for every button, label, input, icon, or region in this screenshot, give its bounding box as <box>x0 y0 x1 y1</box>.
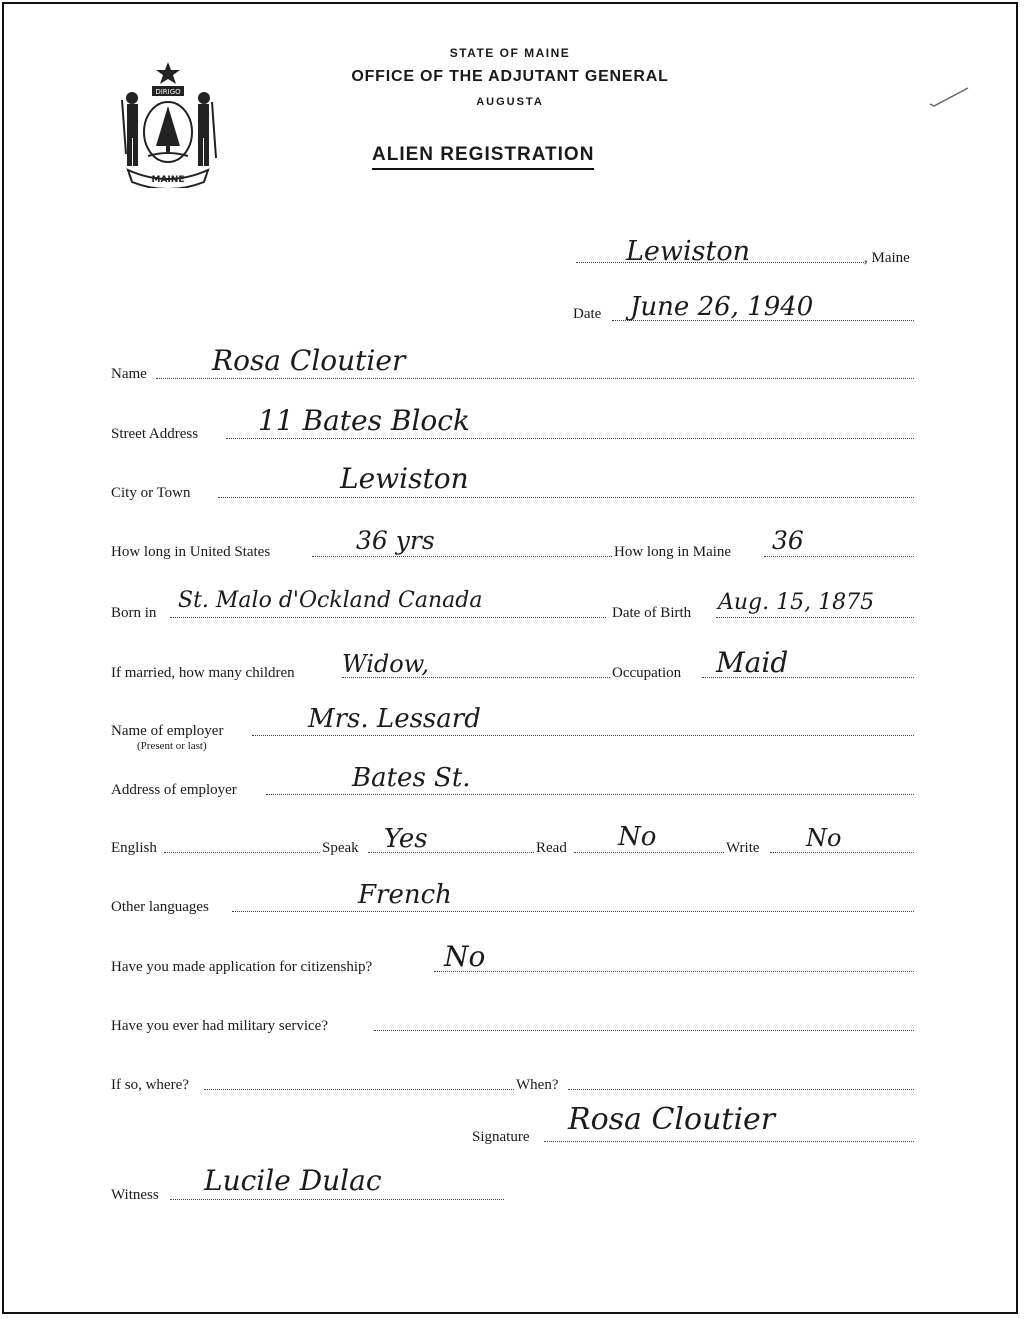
header-city: AUGUSTA <box>476 96 544 108</box>
employer-name-value: Mrs. Lessard <box>308 704 481 734</box>
employer-address-line <box>266 794 914 795</box>
check-mark-icon <box>928 84 972 108</box>
dob-value: Aug. 15, 1875 <box>718 590 875 615</box>
street-line <box>226 438 914 439</box>
witness-value: Lucile Dulac <box>204 1164 382 1197</box>
military-label: Have you ever had military service? <box>111 1018 328 1034</box>
how-long-us-line <box>312 556 612 557</box>
read-line <box>574 852 724 853</box>
read-value: No <box>618 822 657 852</box>
employer-address-label: Address of employer <box>111 782 237 798</box>
signature-value: Rosa Cloutier <box>568 1102 776 1137</box>
how-long-maine-label: How long in Maine <box>614 544 732 560</box>
city-value: Lewiston <box>340 462 469 495</box>
dob-line <box>716 617 914 618</box>
write-line <box>770 852 914 853</box>
other-languages-value: French <box>358 880 452 910</box>
write-label: Write <box>726 840 760 856</box>
state-of-maine-seal-icon <box>112 58 224 188</box>
document-border <box>2 2 1018 1314</box>
write-value: No <box>806 824 842 852</box>
where-line <box>204 1089 514 1090</box>
where-label: If so, where? <box>111 1077 189 1093</box>
form-title: ALIEN REGISTRATION <box>372 144 594 170</box>
city-label: City or Town <box>111 485 191 501</box>
date-label: Date <box>573 306 602 322</box>
signature-line <box>544 1141 914 1142</box>
other-languages-label: Other languages <box>111 899 209 915</box>
children-value: Widow, <box>342 650 430 678</box>
header-office: OFFICE OF THE ADJUTANT GENERAL <box>351 68 669 85</box>
military-line <box>374 1030 914 1031</box>
place-value: Lewiston <box>626 236 751 267</box>
header-state: STATE OF MAINE <box>449 46 571 60</box>
employer-name-line <box>252 735 914 736</box>
witness-line <box>170 1199 504 1200</box>
occupation-label: Occupation <box>612 665 682 681</box>
other-languages-line <box>232 911 914 912</box>
witness-label: Witness <box>111 1187 159 1203</box>
employer-name-label: Name of employer <box>111 723 224 739</box>
how-long-us-value: 36 yrs <box>356 526 435 555</box>
english-label: English <box>111 840 157 856</box>
name-line <box>156 378 914 379</box>
name-value: Rosa Cloutier <box>212 344 406 377</box>
when-line <box>568 1089 914 1090</box>
born-in-label: Born in <box>111 605 157 621</box>
citizenship-value: No <box>444 940 486 973</box>
svg-text:MAINE: MAINE <box>151 175 185 185</box>
employer-name-note: (Present or last) <box>137 740 207 752</box>
street-label: Street Address <box>111 426 199 442</box>
how-long-maine-value: 36 <box>772 526 804 555</box>
speak-value: Yes <box>384 824 428 854</box>
how-long-maine-line <box>764 556 914 557</box>
how-long-us-label: How long in United States <box>111 544 271 560</box>
place-suffix: , Maine <box>864 250 910 266</box>
city-line <box>218 497 914 498</box>
name-label: Name <box>111 366 147 382</box>
speak-label: Speak <box>322 840 359 856</box>
born-in-value: St. Malo d'Ockland Canada <box>178 588 483 613</box>
dob-label: Date of Birth <box>612 605 692 621</box>
read-label: Read <box>536 840 567 856</box>
signature-label: Signature <box>472 1129 530 1145</box>
children-label: If married, how many children <box>111 665 295 681</box>
citizenship-line <box>434 971 914 972</box>
employer-address-value: Bates St. <box>352 763 471 793</box>
svg-text:DIRIGO: DIRIGO <box>155 88 181 96</box>
citizenship-label: Have you made application for citizenship? <box>111 959 373 975</box>
english-line <box>164 852 320 853</box>
occupation-value: Maid <box>716 646 789 679</box>
when-label: When? <box>516 1077 559 1093</box>
born-in-line <box>170 617 606 618</box>
street-value: 11 Bates Block <box>258 404 470 437</box>
date-value: June 26, 1940 <box>630 292 814 322</box>
